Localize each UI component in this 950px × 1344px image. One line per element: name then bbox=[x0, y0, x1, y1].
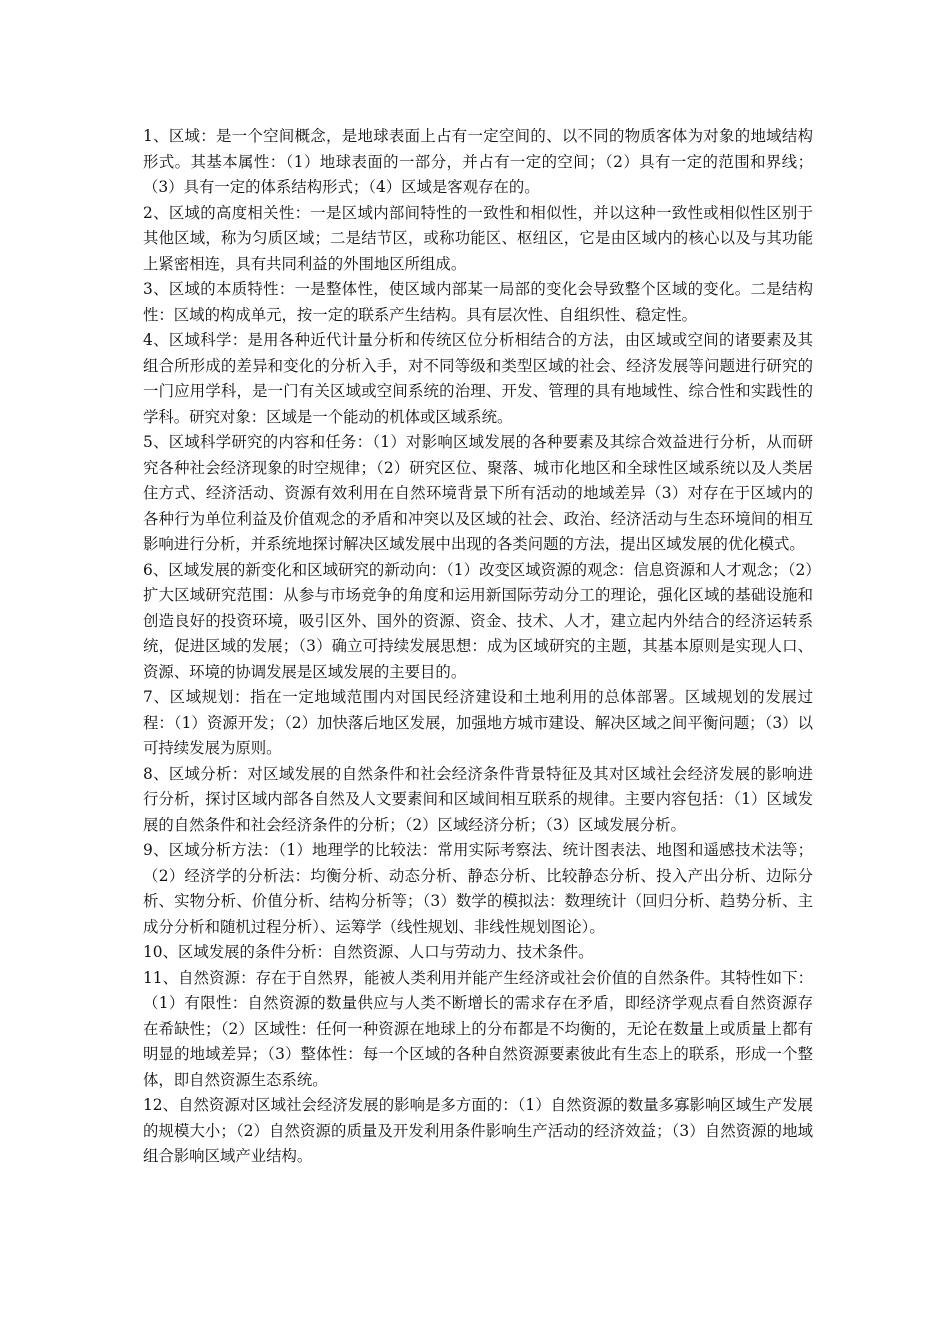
paragraph-7: 7、区域规划：指在一定地域范围内对国民经济建设和土地利用的总体部署。区域规划的发展过程：（1）资源开发；（2）加快落后地区发展，加强地方城市建设、解决区域之间平衡问题；（3）以可持续发展为原则。 bbox=[143, 688, 813, 757]
paragraph-12: 12、自然资源对区域社会经济发展的影响是多方面的：（1）自然资源的数量多寡影响区域生产发展的规模大小；（2）自然资源的质量及开发利用条件影响生产活动的经济效益；（3）自然资源的地域组合影响区域产业结构。 bbox=[143, 1096, 813, 1165]
paragraph-3: 3、区域的本质特性：一是整体性，使区域内部某一局部的变化会导致整个区域的变化。二是结构性：区域的构成单元，按一定的联系产生结构。具有层次性、自组织性、稳定性。 bbox=[143, 280, 813, 324]
paragraph-4: 4、区域科学：是用各种近代计量分析和传统区位分析相结合的方法，由区域或空间的诸要素及其组合所形成的差异和变化的分析入手，对不同等级和类型区域的社会、经济发展等问题进行研究的一门应用学科，是一门有关区域或空间系统的治理、开发、管理的具有地域性、综合性和实践性的学科。研究对象：区域是一个能动的机体或区域系统。 bbox=[143, 331, 813, 426]
paragraph-9: 9、区域分析方法：（1）地理学的比较法：常用实际考察法、统计图表法、地图和遥感技术法等；（2）经济学的分析法：均衡分析、动态分析、静态分析、比较静态分析、投入产出分析、边际分析、实物分析、价值分析、结构分析等；（3）数学的模拟法：数理统计（回归分析、趋势分析、主成分分析和随机过程分析）、运筹学（线性规划、非线性规划图论）。 bbox=[143, 841, 813, 936]
paragraph-5: 5、区域科学研究的内容和任务：（1）对影响区域发展的各种要素及其综合效益进行分析，从而研究各种社会经济现象的时空规律；（2）研究区位、聚落、城市化地区和全球性区域系统以及人类居住方式、经济活动、资源有效利用在自然环境背景下所有活动的地域差异（3）对存在于区域内的各种行为单位利益及价值观念的矛盾和冲突以及区域的社会、政治、经济活动与生态环境间的相互影响进行分析，并系统地探讨解决区域发展中出现的各类问题的方法，提出区域发展的优化模式。 bbox=[143, 433, 813, 553]
paragraph-10: 10、区域发展的条件分析：自然资源、人口与劳动力、技术条件。 bbox=[143, 943, 594, 961]
paragraph-6: 6、区域发展的新变化和区域研究的新动向：（1）改变区域资源的观念：信息资源和人才观念；（2）扩大区域研究范围：从参与市场竞争的角度和运用新国际劳动分工的理论，强化区域的基础设施和创造良好的投资环境，吸引区外、国外的资源、资金、技术、人才，建立起内外结合的经济运转系统，促进区域的发展；（3）确立可持续发展思想：成为区域研究的主题，其基本原则是实现人口、资源、环境的协调发展是区域发展的主要目的。 bbox=[143, 560, 813, 681]
paragraph-11: 11、自然资源：存在于自然界，能被人类利用并能产生经济或社会价值的自然条件。其特性如下：（1）有限性：自然资源的数量供应与人类不断增长的需求存在矛盾，即经济学观点看自然资源存在希缺性；（2）区域性：任何一种资源在地球上的分布都是不均衡的，无论在数量上或质量上都有明显的地域差异；（3）整体性：每一个区域的各种自然资源要素彼此有生态上的联系，形成一个整体，即自然资源生态系统。 bbox=[143, 968, 813, 1089]
paragraph-8: 8、区域分析：对区域发展的自然条件和社会经济条件背景特征及其对区域社会经济发展的影响进行分析，探讨区域内部各自然及人文要素间和区域间相互联系的规律。主要内容包括：（1）区域发展的自然条件和社会经济条件的分析；（2）区域经济分析；（3）区域发展分析。 bbox=[143, 764, 813, 834]
paragraph-2: 2、区域的高度相关性：一是区域内部间特性的一致性和相似性，并以这种一致性或相似性区别于其他区域，称为匀质区域；二是结节区，或称功能区、枢纽区，它是由区域内的核心以及与其功能上紧密相连，具有共同利益的外围地区所组成。 bbox=[143, 203, 813, 273]
document-body bbox=[143, 124, 813, 1170]
paragraph-1: 1、区域：是一个空间概念，是地球表面上占有一定空间的、以不同的物质客体为对象的地域结构形式。其基本属性：（1）地球表面的一部分，并占有一定的空间；（2）具有一定的范围和界线；（3）具有一定的体系结构形式；（4）区域是客观存在的。 bbox=[143, 127, 813, 196]
